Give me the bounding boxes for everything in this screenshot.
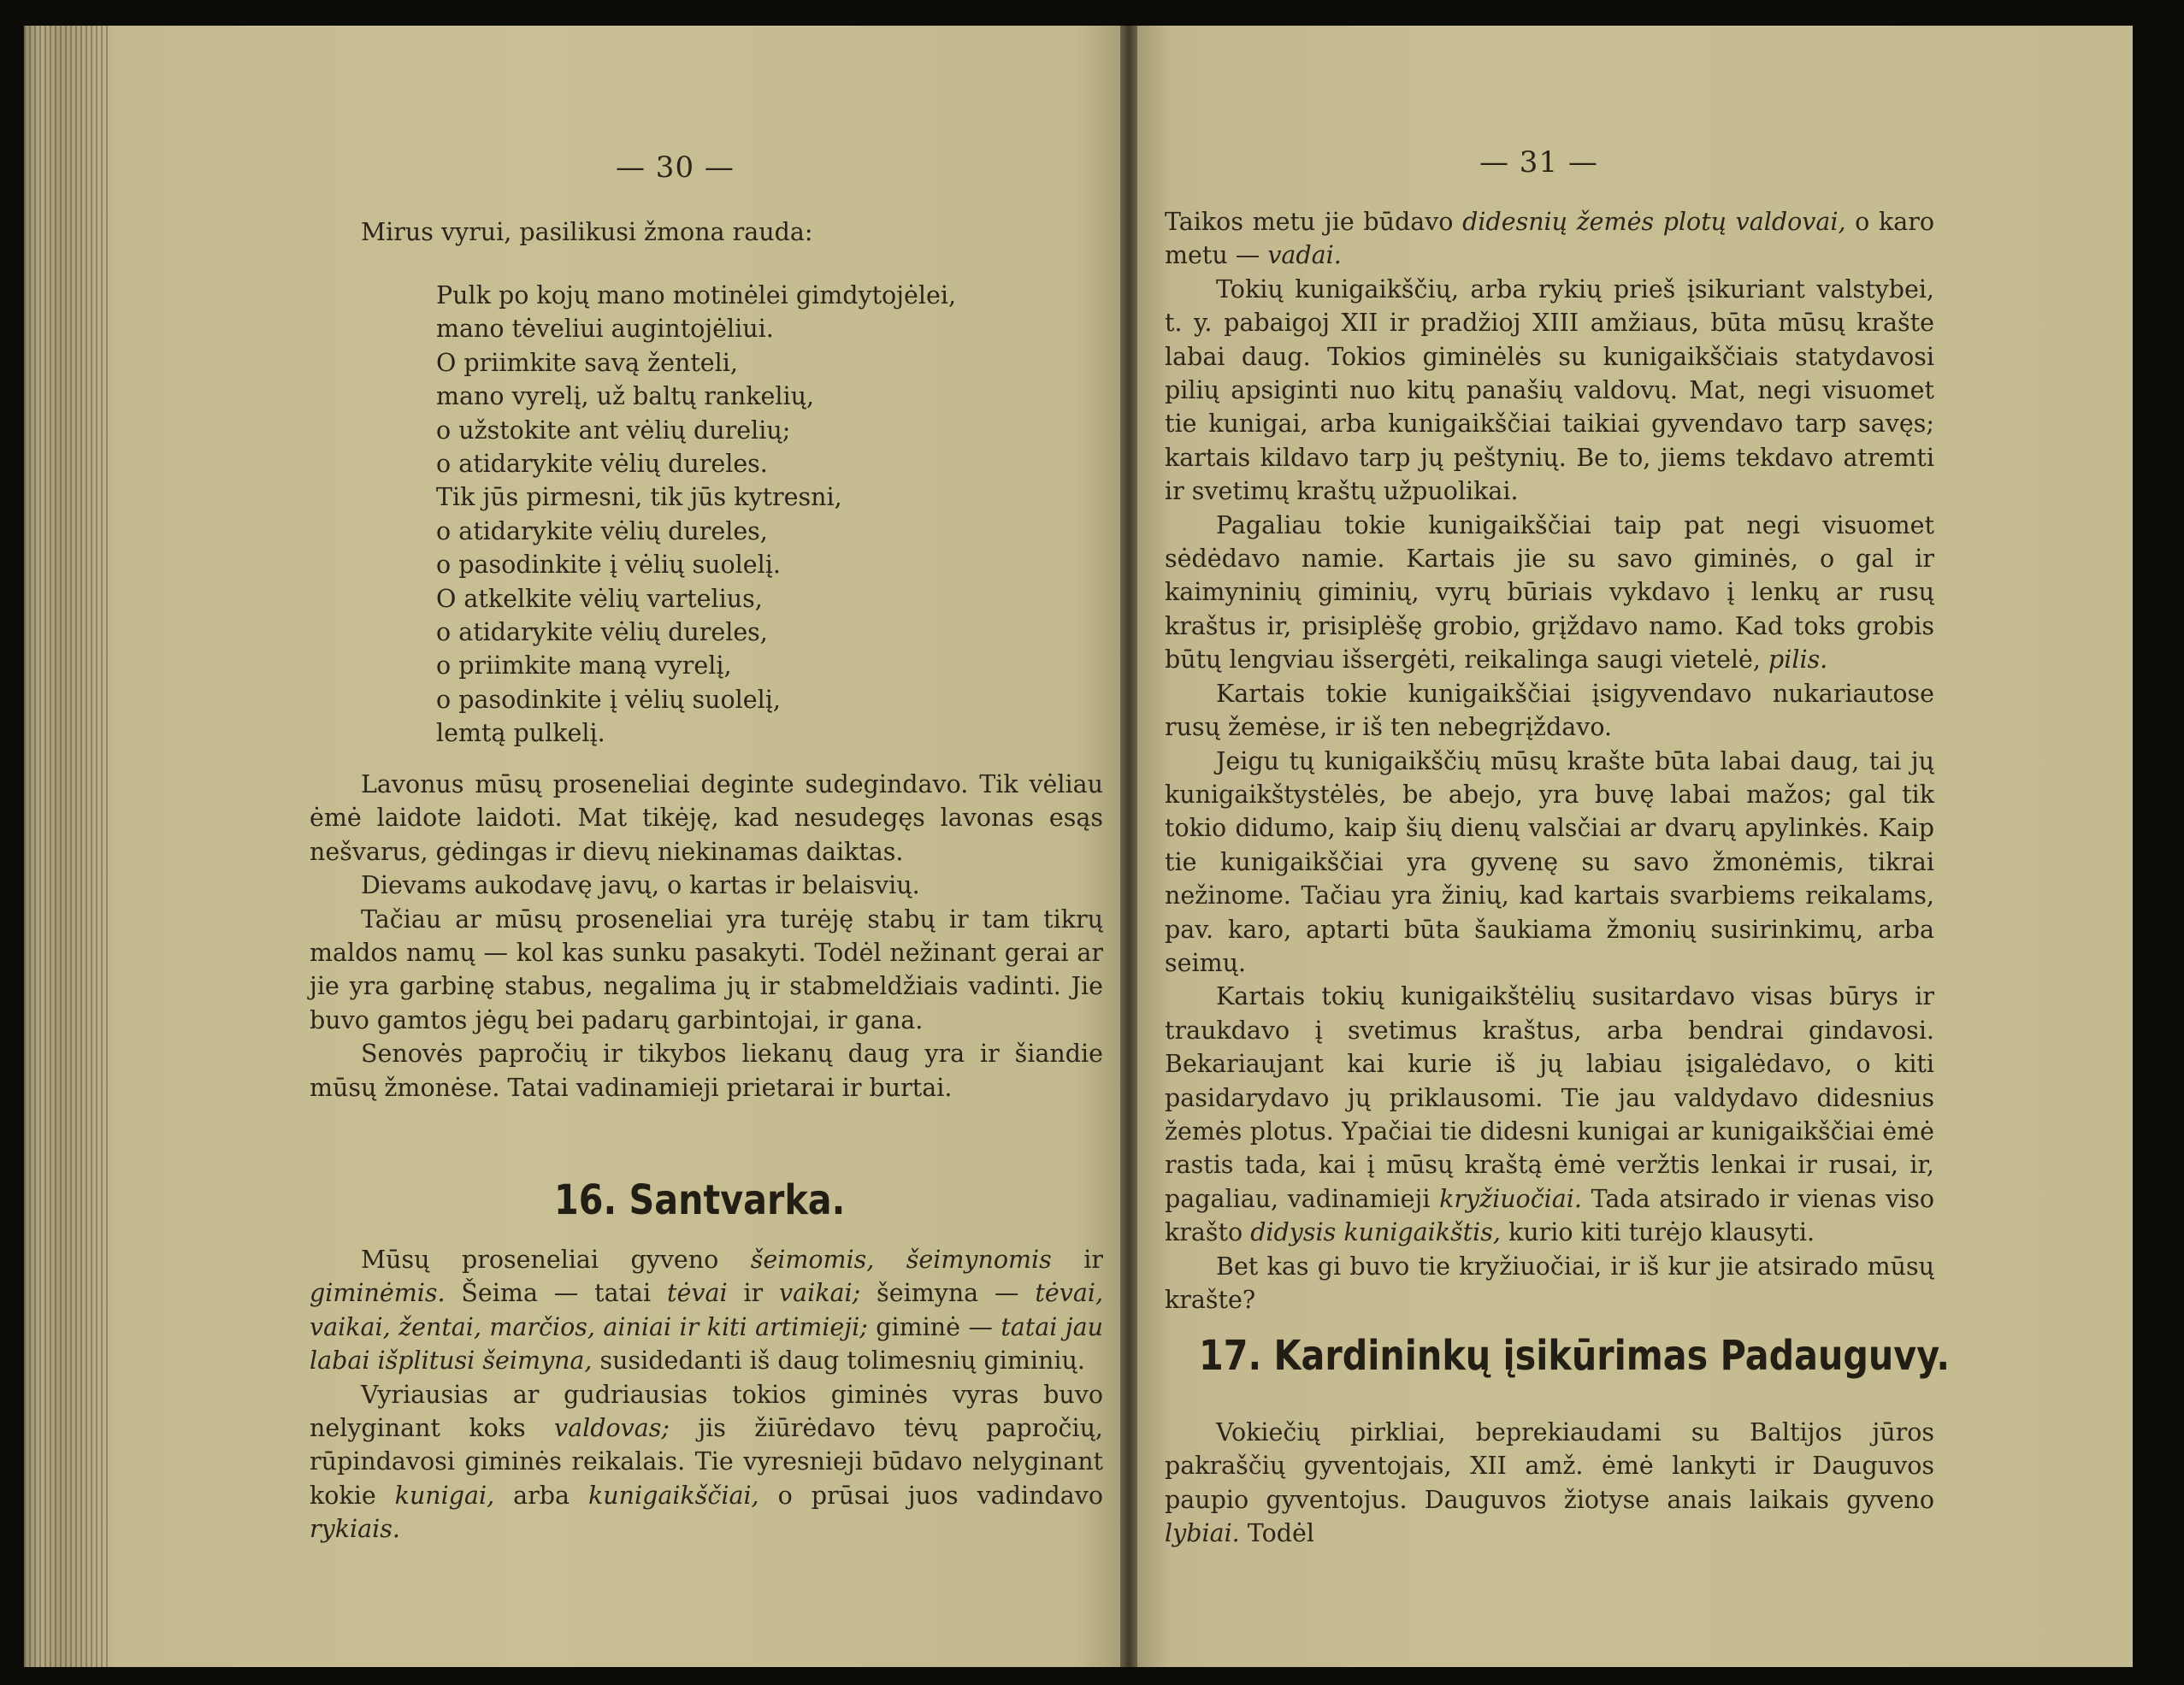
poem-line: o atidarykite vėlių dureles, — [436, 618, 768, 647]
text-run: šeimyna — — [860, 1279, 1036, 1308]
paragraph — [1165, 273, 1934, 509]
paragraph — [310, 1243, 1103, 1378]
poem-line: o užstokite ant vėlių durelių; — [436, 415, 791, 445]
text-run: Vyriausias ar gudriausias tokios giminės vyras buvo nelyginant koks — [310, 1380, 1103, 1443]
text-run: susidedanti iš daug tolimesnių giminių. — [592, 1346, 1085, 1376]
text-run: Todėl — [1239, 1519, 1314, 1548]
text-run: Bet kas gi buvo tie kryžiuočiai, ir iš kur jie atsirado mūsų krašte? — [1165, 1252, 1934, 1314]
text-run: Tokių kunigaikščių, arba rykių prieš įsikuriant valstybei, t. y. pabaigoj XII ir pradžioj XIII amžiaus, būta mūsų krašte labai daug. Tokios giminėlės su kunigaikščiais statydavosi pilių apsiginti nuo kitų panašių valdovų. Mat, negi visuomet tie kunigai, arba kunigaikščiai taikiai gyvendavo tarp savęs; kartais kildavo tarp jų peštynių. Be to, jiems tekdavo atremti ir svetimų kraštų užpuolikai. — [1165, 274, 1934, 506]
poem-line: Pulk po kojų mano motinėlei gimdytojėlei, — [436, 281, 957, 309]
italic-term: kunigai, — [394, 1481, 495, 1510]
left-page — [24, 26, 1120, 1667]
paragraph: Tačiau ar mūsų proseneliai yra turėję stabų ir tam tikrų maldos namų — kol kas sunku pasakyti. Todėl nežinant gerai ar jie yra garbinę stabus, negalima jų ir stabmeldžiais vadinti. Jie buvo gamtos jėgų bei padarų garbintojai, ir gana. — [310, 904, 1103, 1034]
paragraph — [1165, 205, 1934, 273]
paragraph — [310, 1378, 1103, 1547]
poem-line: o priimkite maną vyrelį, — [436, 651, 732, 680]
intro-line: Mirus vyrui, pasilikusi žmona rauda: — [361, 218, 813, 246]
italic-term: šeimomis, šeimynomis — [750, 1246, 1052, 1274]
text-run: Šeima — tatai — [445, 1279, 668, 1308]
section-17-text — [1165, 1416, 1934, 1551]
text-run: arba — [494, 1481, 589, 1510]
italic-term: vaikai; — [779, 1279, 861, 1308]
text-run: Jeigu tų kunigaikščių mūsų krašte būta labai daug, tai jų kunigaikštystėlės, be abejo, yra buvę labai mažos; gal tik tokio didumo, kaip šių dienų valsčiai ar dvarų apylinkės. Kaip tie kunigaikščiai yra gyvenę su savo žmonėmis, tikrai nežinome. Tačiau yra žinių, kad kartais svarbiems reikalams, pav. karo, aptarti būta šaukiama žmonių susirinkimų, arba seimų. — [1165, 746, 1934, 977]
section-heading: 16. Santvarka. — [554, 1176, 846, 1224]
poem-intro — [361, 215, 1105, 249]
poem-line: o pasodinkite į vėlių suolelį, — [436, 685, 781, 714]
text-run: Kartais tokie kunigaikščiai įsigyvendavo nukariautose rusų žemėse, ir iš ten nebegrįždavo. — [1165, 679, 1934, 742]
section-16-text — [310, 1243, 1103, 1547]
poem-line: mano tėveliui augintojėliui. — [436, 315, 774, 344]
left-body-text — [310, 768, 1103, 1105]
text-run: Mūsų proseneliai gyveno — [361, 1246, 751, 1274]
paragraph — [1165, 509, 1934, 677]
italic-term: didesnių žemės plotų valdovai, — [1462, 208, 1846, 236]
text-run: Pagaliau tokie kunigaikščiai taip pat negi visuomet sėdėdavo namie. Kartais jie su savo giminės, o gal ir kaimyninių giminių, vyrų būriais vykdavo į lenkų ar rusų kraštus ir, prisiplėšę grobio, grįždavo namo. Kad toks grobis būtų lengviau išsergėti, reikalinga saugi vietelė, — [1165, 510, 1934, 675]
italic-term: valdovas; — [554, 1414, 670, 1443]
text-run: o prūsai juos vadindavo — [758, 1481, 1103, 1510]
paragraph — [1165, 677, 1934, 745]
italic-term: tatai jau labai išplitusi šeimyna, — [310, 1312, 1103, 1376]
text-run: giminė — — [867, 1312, 1001, 1341]
italic-term: pilis. — [1768, 645, 1828, 675]
text-run: Kartais tokių kunigaikštėlių susitardavo visas būrys ir traukdavo į svetimus kraštus, arba bendrai gindavosi. Bekariaujant kai kurie iš jų labiau įsigalėdavo, o kiti pasidarydavo jų priklausomi. Tie jau valdydavo didesnius žemės plotus. Ypačiai tie didesni kunigai ar kunigaikščiai ėmė rastis tada, kai į mūsų kraštą ėmė veržtis lenkai ir rusai, ir, pagaliau, vadinamieji — [1165, 982, 1934, 1213]
paragraph: Dievams aukodavę javų, o kartas ir belaisvių. — [361, 871, 920, 900]
text-run: o karo metu — — [1165, 208, 1934, 270]
italic-term: rykiais. — [310, 1515, 400, 1544]
paragraph: Lavonus mūsų proseneliai deginte sudegindavo. Tik vėliau ėmė laidote laidoti. Mat tikėję, kad nesudegęs lavonas esąs nešvarus, gėdingas ir dievų niekinamas daiktas. — [310, 770, 1103, 866]
italic-term: kunigaikščiai, — [588, 1481, 759, 1510]
text-run: kurio kiti turėjo klausyti. — [1500, 1218, 1815, 1247]
right-page — [1137, 26, 2133, 1667]
page-edges — [24, 26, 109, 1667]
poem-line: O priimkite savą ženteli, — [436, 348, 738, 377]
poem-line: mano vyrelį, už baltų rankelių, — [436, 382, 815, 411]
italic-term: vadai. — [1267, 241, 1342, 270]
italic-term: didysis kunigaikštis, — [1250, 1218, 1501, 1247]
page-number: — 31 — — [1479, 145, 1598, 180]
poem-line: Tik jūs pirmesni, tik jūs kytresni, — [436, 483, 842, 512]
text-run: ir — [1051, 1246, 1103, 1274]
italic-term: tėvai, vaikai, žentai, marčios, ainiai ir kiti artimieji; — [310, 1279, 1104, 1341]
paragraph — [1165, 980, 1934, 1249]
text-run: jis žiūrėdavo tėvų papročių, rūpindavosi giminės reikalais. Tie vyresnieji būdavo nelyginant kokie — [310, 1414, 1103, 1510]
right-body-text — [1165, 205, 1934, 1317]
paragraph — [1165, 1250, 1934, 1317]
text-run: Tada atsirado ir vienas viso krašto — [1165, 1184, 1934, 1247]
page-number: — 30 — — [616, 150, 735, 185]
text-run: Taikos metu jie būdavo — [1165, 208, 1463, 236]
italic-term: tėvai — [667, 1279, 728, 1308]
poem-line: o atidarykite vėlių dureles, — [436, 516, 768, 545]
italic-term: giminėmis. — [310, 1279, 446, 1308]
poem-line: o atidarykite vėlių dureles. — [436, 450, 768, 479]
italic-term: lybiai. — [1165, 1519, 1240, 1548]
lament-poem — [436, 279, 1103, 751]
poem-line: lemtą pulkelį. — [436, 719, 605, 748]
text-run: ir — [727, 1279, 780, 1308]
book-gutter — [1120, 26, 1137, 1667]
section-heading: 17. Kardininkų įsikūrimas Padauguvy. — [1199, 1332, 1951, 1380]
poem-line: O atkelkite vėlių vartelius, — [436, 584, 763, 613]
paragraph — [1165, 745, 1934, 981]
text-run: Vokiečių pirkliai, beprekiaudami su Baltijos jūros pakraščių gyventojais, XII amž. ėmė lankyti ir Dauguvos paupio gyventojus. Dauguvos žiotyse anais laikais gyveno — [1165, 1418, 1934, 1514]
paragraph: Senovės papročių ir tikybos liekanų daug yra ir šiandie mūsų žmonėse. Tatai vadinamieji prietarai ir burtai. — [310, 1040, 1103, 1102]
paragraph — [1165, 1416, 1934, 1551]
italic-term: kryžiuočiai. — [1439, 1184, 1582, 1213]
poem-line: o pasodinkite į vėlių suolelį. — [436, 551, 781, 580]
